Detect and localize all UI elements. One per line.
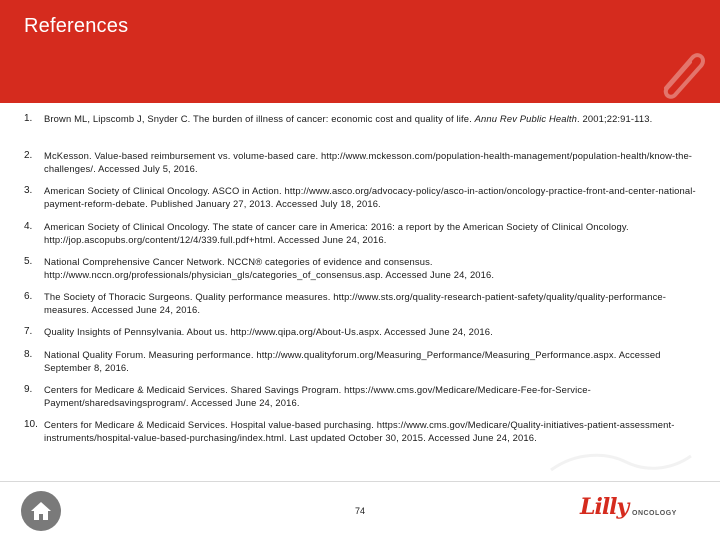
reference-number: 5. [24, 256, 33, 267]
reference-text: National Comprehensive Cancer Network. NCCN® categories of evidence and consensus. http://www.nccn.org/professionals/physician_gls/categories_of_consensus.asp. Accessed June 24, 2016. [44, 256, 495, 280]
reference-text: The Society of Thoracic Surgeons. Quality performance measures. http://www.sts.org/quality-research-patient-safety/quality/quality-performance-measures. Accessed June 24, 2016. [44, 291, 667, 315]
lilly-oncology-logo [580, 494, 700, 524]
reference-text: Quality Insights of Pennsylvania. About us. http://www.qipa.org/About-Us.aspx. Accessed June 24, 2016. [44, 326, 493, 337]
reference-text: American Society of Clinical Oncology. ASCO in Action. http://www.asco.org/advocacy-policy/asco-in-action/oncology-practice-front-and-center-national-payment-reform-debate. Published January 27, 2013. Accessed July 18, 2016. [44, 185, 696, 209]
reference-number: 10. [24, 419, 38, 430]
reference-text: National Quality Forum. Measuring performance. http://www.qualityforum.org/Measuring_Performance/Measuring_Performance.aspx. Accessed September 8, 2016. [44, 349, 661, 373]
reference-number: 8. [24, 349, 33, 360]
reference-text: American Society of Clinical Oncology. The state of cancer care in America: 2016: a report by the American Society of Clinical Oncology. http://jop.ascopubs.org/content/12/4/339.full.pdf+html. Accessed June 24, 2016. [44, 221, 629, 245]
home-icon [30, 501, 52, 521]
reference-text: Brown ML, Lipscomb J, Snyder C. The burden of illness of cancer: economic cost and quality of life. Annu Rev Public Health. 2001;22:91-113. [44, 113, 653, 124]
watermark-decoration [546, 448, 696, 476]
reference-number: 2. [24, 150, 33, 161]
reference-number: 7. [24, 326, 33, 337]
page-number: 74 [354, 506, 365, 516]
logo-wordmark: Lilly [580, 494, 629, 520]
paperclip-icon [648, 42, 708, 102]
reference-number: 3. [24, 185, 33, 196]
reference-text: Centers for Medicare & Medicaid Services. Shared Savings Program. https://www.cms.gov/Medicare/Medicare-Fee-for-Service-Payment/sharedsavingsprogram/. Accessed June 24, 2016. [44, 384, 591, 408]
reference-text: Centers for Medicare & Medicaid Services. Hospital value-based purchasing. https://www.cms.gov/Medicare/Quality-initiatives-patient-assessment-instruments/hospital-value-based-purchasing/index.html. Last updated October 30, 2015. Accessed June 24, 2016. [44, 419, 675, 443]
reference-text: McKesson. Value-based reimbursement vs. volume-based care. http://www.mckesson.com/population-health-management/population-health/know-the-challenges/. Accessed July 5, 2016. [44, 150, 693, 174]
reference-number: 4. [24, 221, 33, 232]
logo-oncology-label: ONCOLOGY [632, 510, 677, 517]
footer-divider [0, 481, 720, 482]
journal-title: Annu Rev Public Health [474, 113, 577, 124]
home-button[interactable] [21, 491, 61, 531]
page-title: References [24, 15, 129, 37]
reference-number: 6. [24, 291, 33, 302]
header-bar [0, 0, 720, 103]
reference-number: 9. [24, 384, 33, 395]
reference-number: 1. [24, 113, 33, 124]
